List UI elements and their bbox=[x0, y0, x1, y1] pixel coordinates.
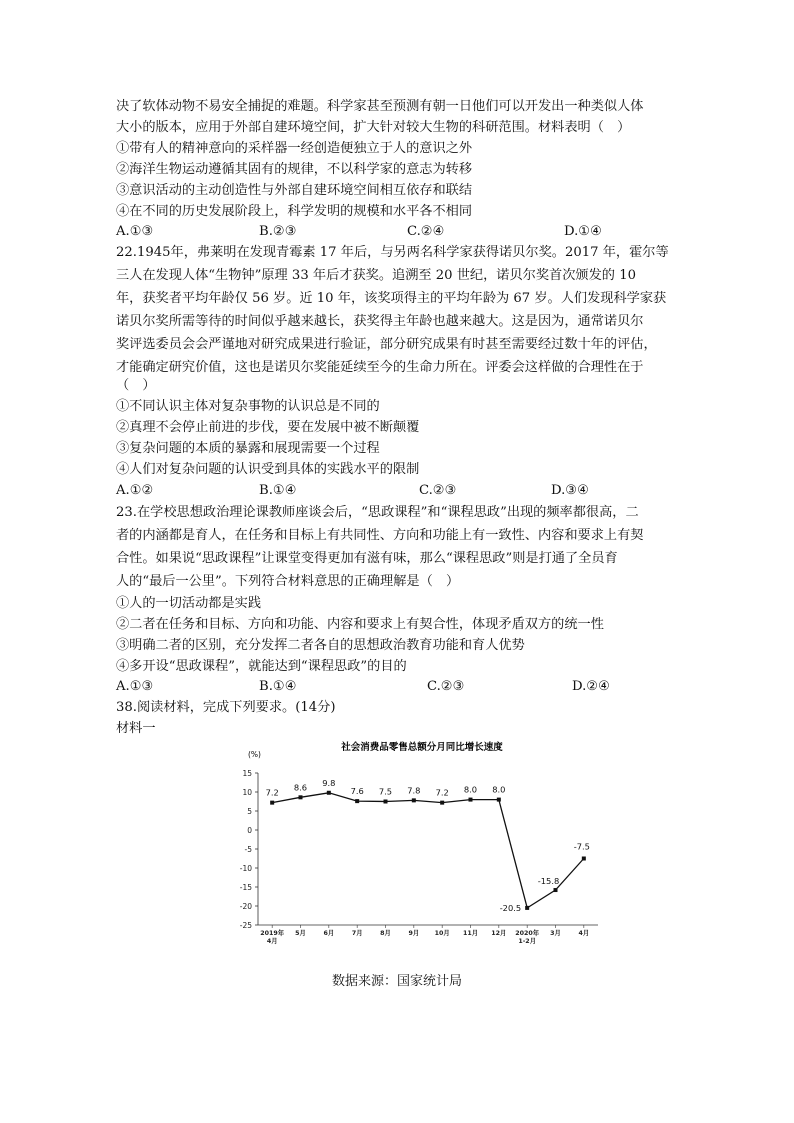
q23-option-a[interactable]: A.①③ bbox=[116, 679, 154, 694]
x-tick-label: 9月 bbox=[408, 930, 420, 937]
q22-line-3: 年，获奖者平均年龄仅 56 岁。近 10 年，该奖项得主的平均年龄为 67 岁。人们发现科学家获 bbox=[116, 291, 667, 306]
q21-statement-3: ③意识活动的主动创造性与外部自建环境空间相互依存和联结 bbox=[116, 183, 473, 198]
y-tick-label: 0 bbox=[247, 826, 252, 835]
x-tick-label: 10月 bbox=[434, 930, 450, 937]
y-tick-label: -25 bbox=[239, 921, 252, 930]
q22-line-5: 奖评选委员会会严谨地对研究成果进行验证，部分研究成果有时甚至需要经过数十年的评估， bbox=[116, 337, 657, 352]
q21-option-b[interactable]: B.②③ bbox=[259, 224, 297, 239]
q22-statement-4: ④人们对复杂问题的认识受到具体的实践水平的限制 bbox=[116, 462, 420, 477]
data-point bbox=[497, 798, 501, 802]
retail-sales-growth-chart bbox=[226, 736, 606, 962]
q21-statement-1: ①带有人的精神意向的采样器一经创造便独立于人的意识之外 bbox=[116, 141, 473, 156]
q22-statement-3: ③复杂问题的本质的暴露和展现需要一个过程 bbox=[116, 441, 380, 456]
q23-option-c[interactable]: C.②③ bbox=[427, 679, 465, 694]
q23-line-1: 23.在学校思想政治理论课教师座谈会后，“思政课程”和“课程思政”出现的频率都很高，二 bbox=[116, 505, 639, 520]
q22-statement-1: ①不同认识主体对复杂事物的认识总是不同的 bbox=[116, 399, 380, 414]
data-label: -15.8 bbox=[537, 876, 560, 887]
q23-option-b[interactable]: B.①④ bbox=[259, 679, 297, 694]
series-line bbox=[272, 793, 584, 908]
x-tick-label: 2019年 bbox=[260, 930, 285, 937]
x-tick-label: 4月 bbox=[266, 938, 278, 945]
data-source: 数据来源：国家统计局 bbox=[331, 974, 462, 989]
q21-option-a[interactable]: A.①③ bbox=[116, 224, 154, 239]
q22-line-4: 诺贝尔奖所需等待的时间似乎越来越长，获奖得主年龄也越来越大。这是因为，通常诺贝尔 bbox=[116, 314, 644, 329]
x-tick-label: 11月 bbox=[462, 930, 479, 937]
data-label: 9.8 bbox=[322, 777, 336, 788]
y-tick-label: 15 bbox=[242, 769, 252, 778]
q22-line-6: 才能确定研究价值，这也是诺贝尔奖能延续至今的生命力所在。评委会这样做的合理性在于 bbox=[116, 360, 644, 375]
data-point bbox=[270, 801, 274, 805]
q23-statement-2: ②二者在任务和目标、方向和功能、内容和要求上有契合性，体现矛盾双方的统一性 bbox=[116, 617, 604, 632]
data-label: 7.5 bbox=[378, 786, 393, 797]
data-point bbox=[554, 888, 558, 892]
q23-statement-3: ③明确二者的区别，充分发挥二者各自的思想政治教育功能和育人优势 bbox=[116, 638, 525, 653]
data-point bbox=[299, 795, 303, 799]
data-point bbox=[412, 798, 416, 802]
y-tick-label: -15 bbox=[239, 883, 252, 892]
x-tick-label: 3月 bbox=[550, 930, 561, 937]
y-tick-label: -5 bbox=[244, 845, 252, 854]
chart-title: 社会消费品零售总额分月同比增长速度 bbox=[341, 742, 503, 753]
q23-statement-4: ④多开设“思政课程”，就能达到“课程思政”的目的 bbox=[116, 659, 407, 674]
q23-line-3: 合性。如果说“思政课程”让课堂变得更加有滋有味，那么“课程思政”则是打通了全员育 bbox=[116, 551, 618, 566]
q23-statement-1: ①人的一切活动都是实践 bbox=[116, 596, 262, 611]
q22-option-d[interactable]: D.③④ bbox=[551, 483, 589, 498]
y-tick-label: -20 bbox=[239, 902, 252, 911]
data-point bbox=[440, 801, 444, 805]
q22-option-c[interactable]: C.②③ bbox=[419, 483, 457, 498]
x-tick-label: 8月 bbox=[380, 930, 391, 937]
data-point bbox=[355, 799, 359, 803]
data-label: -7.5 bbox=[573, 841, 590, 852]
q22-statement-2: ②真理不会停止前进的步伐，要在发展中被不断颠覆 bbox=[116, 420, 420, 435]
x-tick-label: 7月 bbox=[351, 930, 363, 937]
data-label: 8.6 bbox=[293, 782, 308, 793]
q23-line-4: 人的“最后一公里”。下列符合材料意思的正确理解是（ ） bbox=[116, 574, 460, 589]
data-label: 8.0 bbox=[492, 784, 506, 795]
q21-line-2: 大小的版本，应用于外部自建环境空间，扩大针对较大生物的科研范围。材料表明（ ） bbox=[116, 120, 631, 135]
q23-line-2: 者的内涵都是育人，在任务和目标上有共同性、方向和功能上有一致性、内容和要求上有契 bbox=[116, 528, 644, 543]
data-point bbox=[582, 857, 586, 861]
data-point bbox=[525, 906, 529, 910]
x-tick-label: 2020年 bbox=[515, 930, 540, 937]
q23-option-d[interactable]: D.②④ bbox=[572, 679, 610, 694]
q22-answer-blank: （ ） bbox=[116, 378, 156, 393]
data-point bbox=[384, 800, 388, 804]
chart-y-unit: (%) bbox=[248, 750, 261, 759]
q22-line-2: 三人在发现人体“生物钟”原理 33 年后才获奖。追溯至 20 世纪，诺贝尔奖首次颁发的 10 bbox=[116, 268, 636, 283]
data-label: 7.2 bbox=[435, 787, 449, 798]
q22-option-a[interactable]: A.①② bbox=[116, 483, 154, 498]
data-label: 7.6 bbox=[350, 786, 364, 797]
q21-statement-2: ②海洋生物运动遵循其固有的规律，不以科学家的意志为转移 bbox=[116, 162, 473, 177]
q22-option-b[interactable]: B.①④ bbox=[259, 483, 297, 498]
y-tick-label: 10 bbox=[242, 788, 252, 797]
y-tick-label: 5 bbox=[247, 807, 252, 816]
material-one-label: 材料一 bbox=[116, 721, 156, 736]
data-label: -20.5 bbox=[499, 902, 522, 913]
data-point bbox=[469, 798, 473, 802]
data-label: 7.2 bbox=[265, 787, 279, 798]
x-tick-label: 6月 bbox=[323, 930, 335, 937]
data-label: 7.8 bbox=[407, 785, 421, 796]
data-label: 8.0 bbox=[463, 784, 478, 795]
data-point bbox=[327, 791, 331, 795]
q21-option-d[interactable]: D.①④ bbox=[564, 224, 602, 239]
x-tick-label: 1-2月 bbox=[518, 938, 537, 945]
q21-option-c[interactable]: C.②④ bbox=[407, 224, 445, 239]
q38-instruction: 38.阅读材料，完成下列要求。(14分) bbox=[116, 700, 336, 715]
y-tick-label: -10 bbox=[239, 864, 252, 873]
q21-line-1: 决了软体动物不易安全捕捉的难题。科学家甚至预测有朝一日他们可以开发出一种类似人体 bbox=[116, 99, 644, 114]
q22-line-1: 22.1945年，弗莱明在发现青霉素 17 年后，与另两名科学家获得诺贝尔奖。2017 年，霍尔等 bbox=[116, 245, 669, 260]
x-tick-label: 5月 bbox=[295, 930, 306, 937]
x-tick-label: 12月 bbox=[491, 930, 507, 937]
x-tick-label: 4月 bbox=[578, 930, 590, 937]
q21-statement-4: ④在不同的历史发展阶段上，科学发明的规模和水平各不相同 bbox=[116, 204, 473, 219]
